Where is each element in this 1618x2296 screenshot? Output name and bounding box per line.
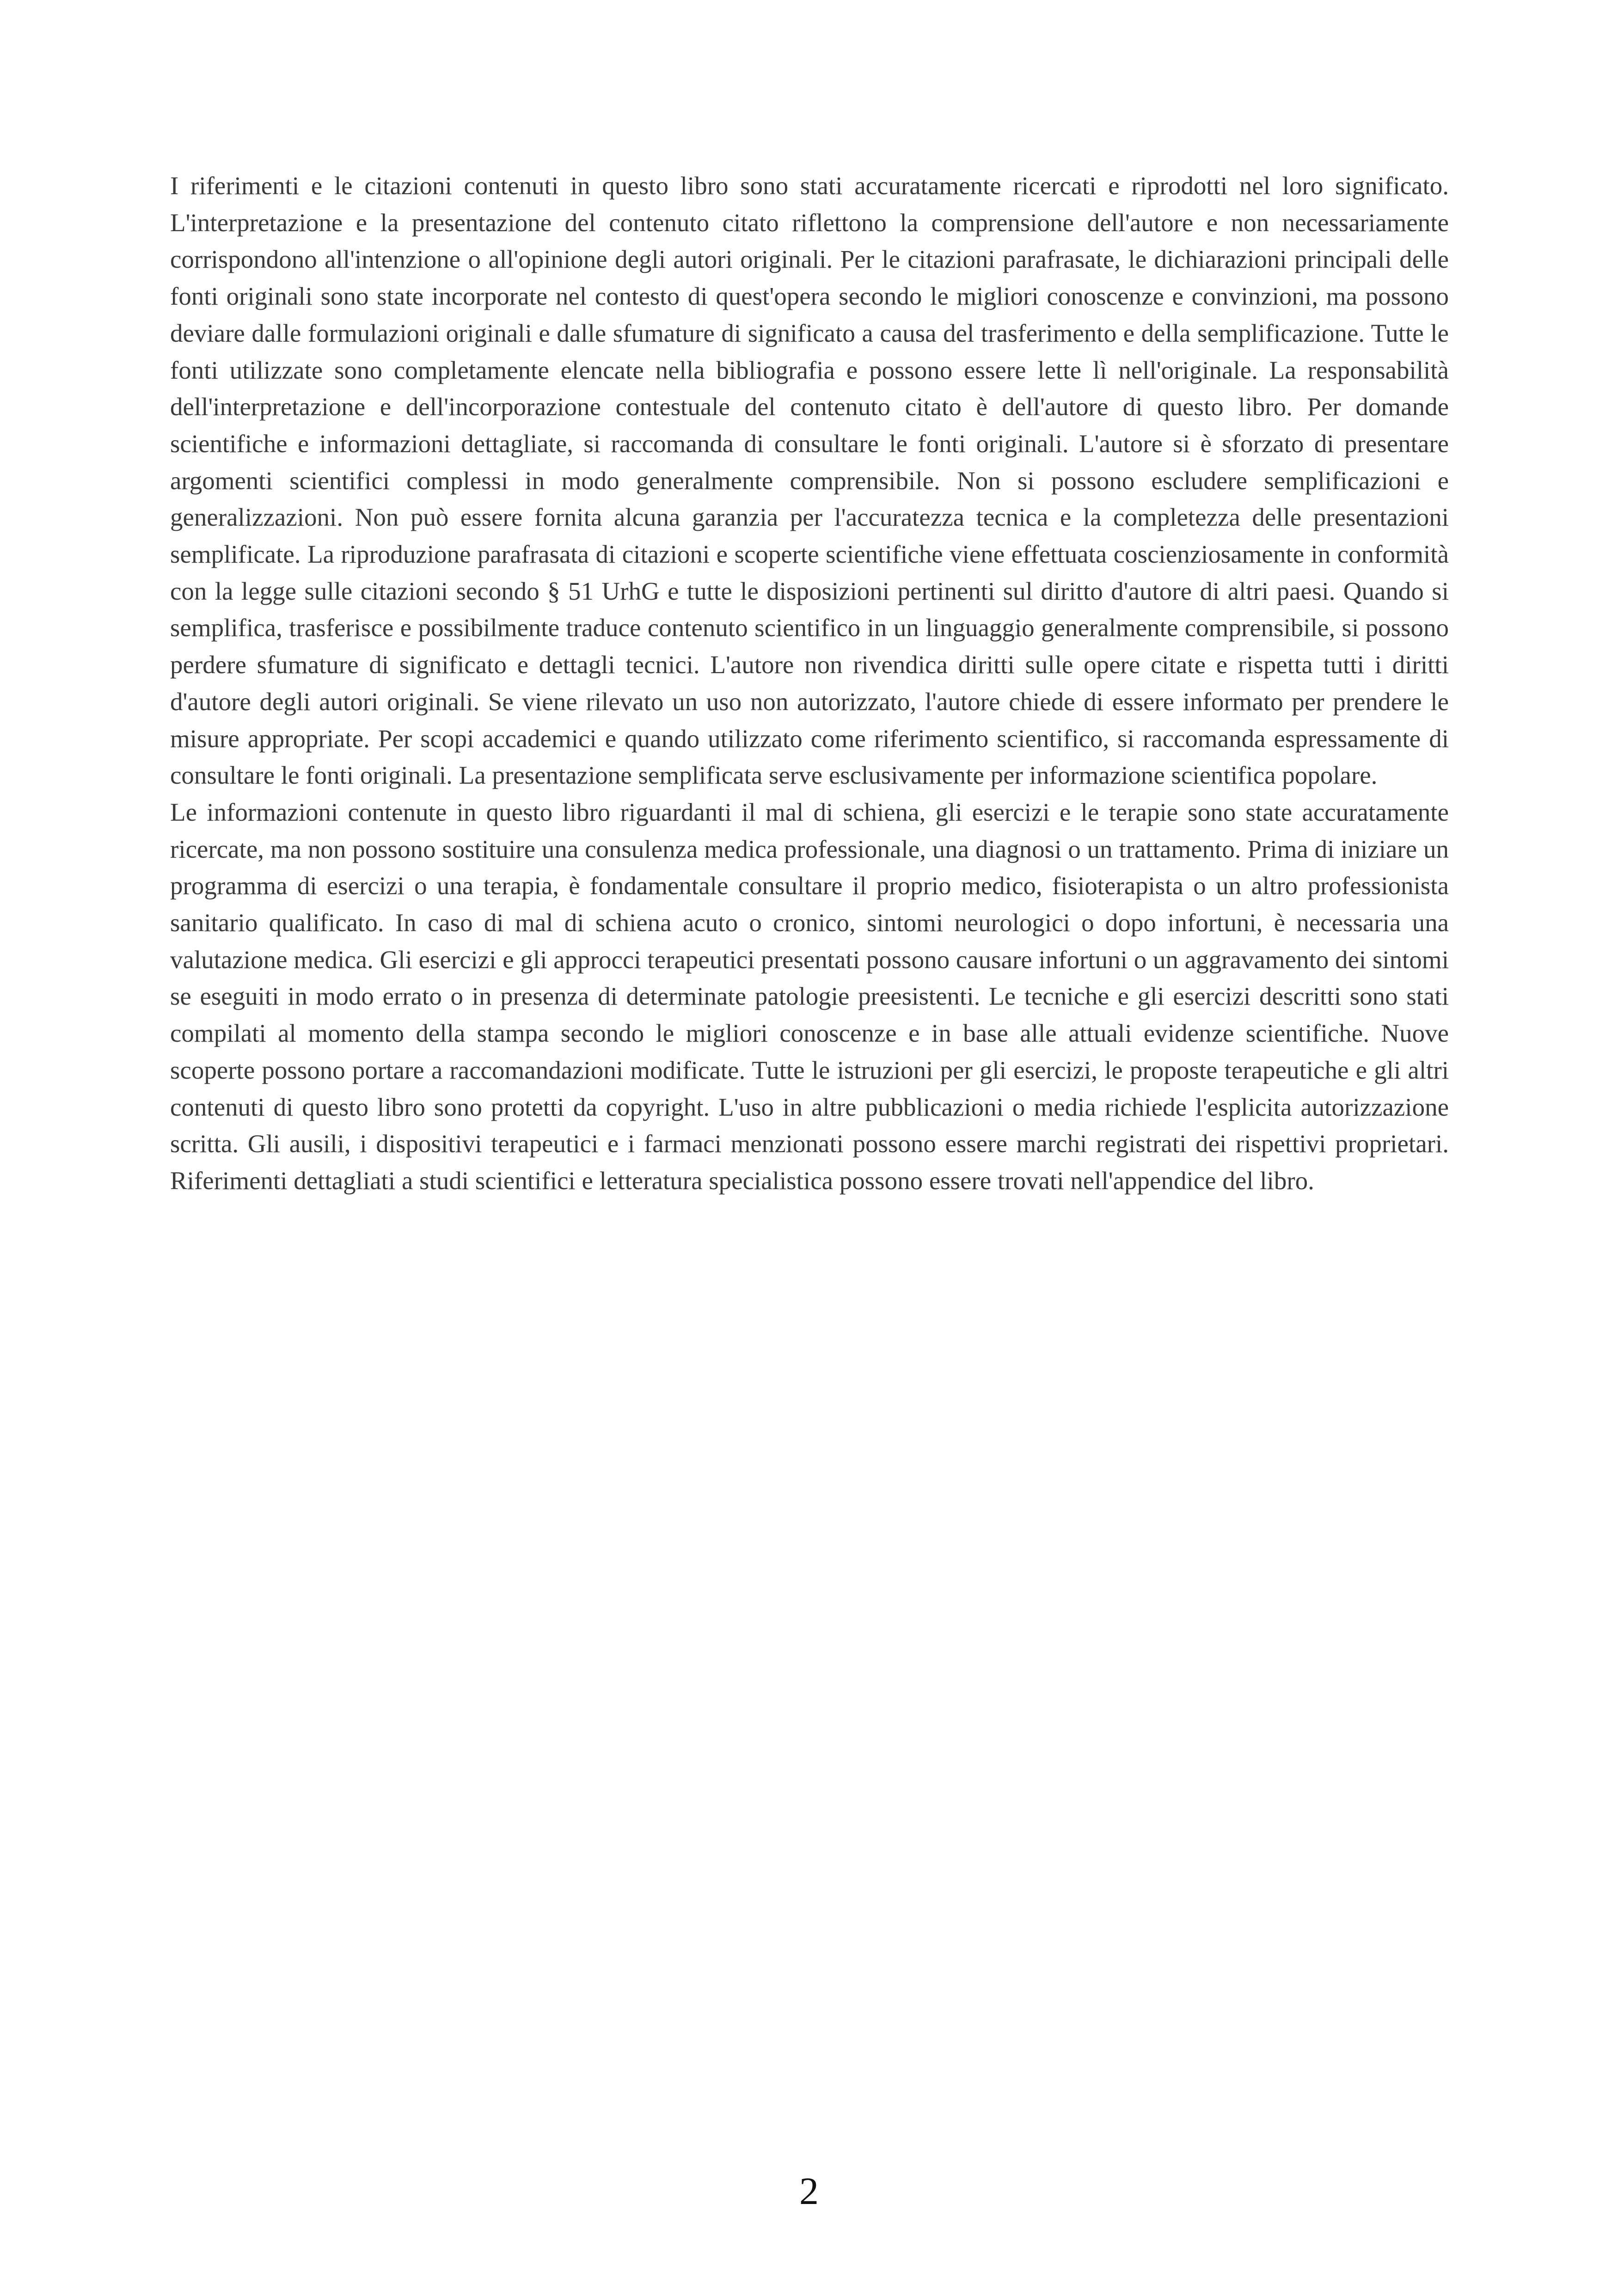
body-text <box>170 167 1449 1199</box>
disclaimer-citations-paragraph: I riferimenti e le citazioni contenuti in questo libro sono stati accuratamente ricercati e riprodotti nel loro significato. L'interpretazione e la presentazione del contenuto citato riflettono la comprensione dell'autore e non necessariamente corrispondono all'intenzione o all'opinione degli autori originali. Per le citazioni parafrasate, le dichiarazioni principali delle fonti originali sono state incorporate nel contesto di quest'opera secondo le migliori conoscenze e convinzioni, ma possono deviare dalle formulazioni originali e dalle sfumature di significato a causa del trasferimento e della semplificazione. Tutte le fonti utilizzate sono completamente elencate nella bibliografia e possono essere lette lì nell'originale. La responsabilità dell'interpretazione e dell'incorporazione contestuale del contenuto citato è dell'autore di questo libro. Per domande scientifiche e informazioni dettagliate, si raccomanda di consultare le fonti originali. L'autore si è sforzato di presentare argomenti scientifici complessi in modo generalmente comprensibile. Non si possono escludere semplificazioni e generalizzazioni. Non può essere fornita alcuna garanzia per l'accuratezza tecnica e la completezza delle presentazioni semplificate. La riproduzione parafrasata di citazioni e scoperte scientifiche viene effettuata coscienziosamente in conformità con la legge sulle citazioni secondo § 51 UrhG e tutte le disposizioni pertinenti sul diritto d'autore di altri paesi. Quando si semplifica, trasferisce e possibilmente traduce contenuto scientifico in un linguaggio generalmente comprensibile, si possono perdere sfumature di significato e dettagli tecnici. L'autore non rivendica diritti sulle opere citate e rispetta tutti i diritti d'autore degli autori originali. Se viene rilevato un uso non autorizzato, l'autore chiede di essere informato per prendere le misure appropriate. Per scopi accademici e quando utilizzato come riferimento scientifico, si raccomanda espressamente di consultare le fonti originali. La presentazione semplificata serve esclusivamente per informazione scientifica popolare. <box>170 172 1449 790</box>
page-number: 2 <box>799 2170 819 2213</box>
disclaimer-medical-paragraph: Le informazioni contenute in questo libro riguardanti il mal di schiena, gli esercizi e le terapie sono state accuratamente ricercate, ma non possono sostituire una consulenza medica professionale, una diagnosi o un trattamento. Prima di iniziare un programma di esercizi o una terapia, è fondamentale consultare il proprio medico, fisioterapista o un altro professionista sanitario qualificato. In caso di mal di schiena acuto o cronico, sintomi neurologici o dopo infortuni, è necessaria una valutazione medica. Gli esercizi e gli approcci terapeutici presentati possono causare infortuni o un aggravamento dei sintomi se eseguiti in modo errato o in presenza di determinate patologie preesistenti. Le tecniche e gli esercizi descritti sono stati compilati al momento della stampa secondo le migliori conoscenze e in base alle attuali evidenze scientifiche. Nuove scoperte possono portare a raccomandazioni modificate. Tutte le istruzioni per gli esercizi, le proposte terapeutiche e gli altri contenuti di questo libro sono protetti da copyright. L'uso in altre pubblicazioni o media richiede l'esplicita autorizzazione scritta. Gli ausili, i dispositivi terapeutici e i farmaci menzionati possono essere marchi registrati dei rispettivi proprietari. Riferimenti dettagliati a studi scientifici e letteratura specialistica possono essere trovati nell'appendice del libro. <box>170 798 1449 1195</box>
